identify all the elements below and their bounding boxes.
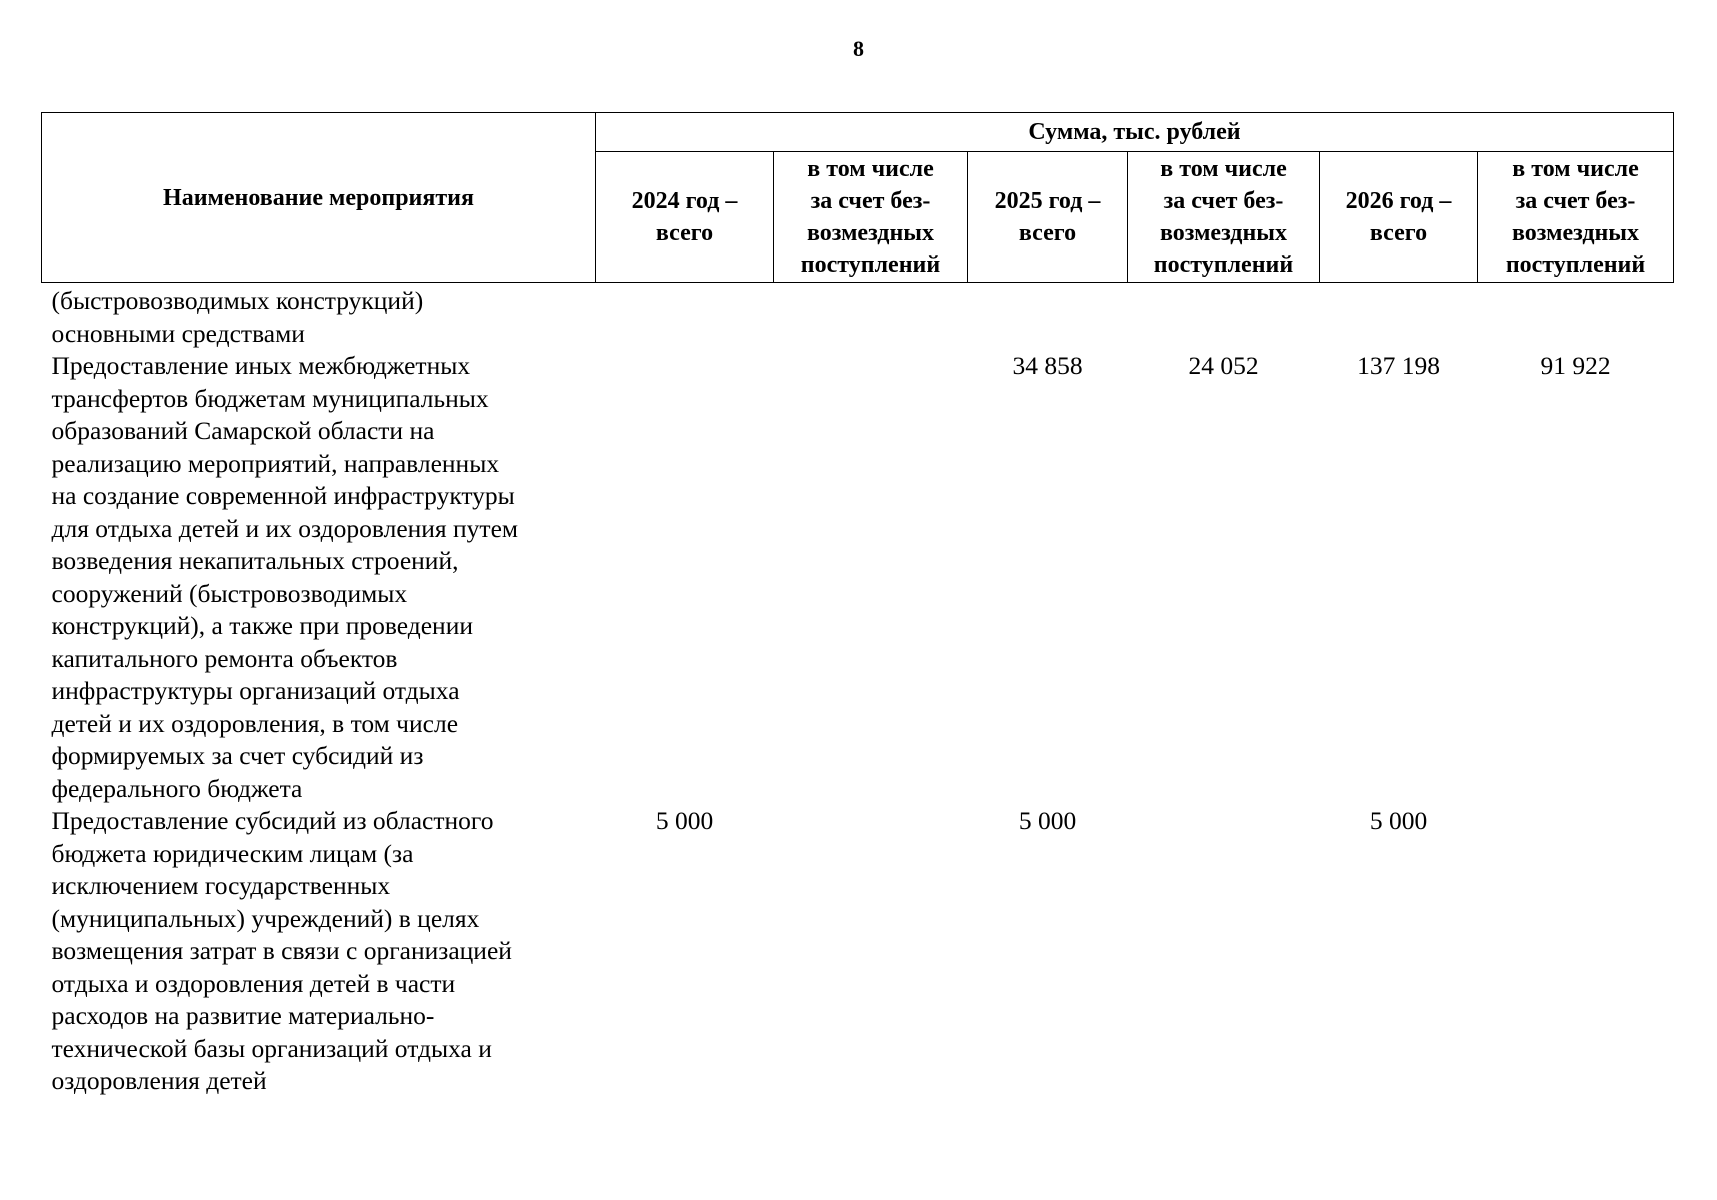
activity-name-line: детей и их оздоровления, в том числе	[51, 708, 459, 738]
value-2024-total: 5 000	[655, 806, 714, 835]
activity-name-line: федерального бюджета	[51, 773, 303, 803]
header-line: 2025 год –	[994, 188, 1101, 214]
value-2026-total: 137 198	[1357, 351, 1440, 380]
header-line: 2026 год –	[1345, 188, 1452, 214]
value-2026-total	[1320, 283, 1478, 351]
activity-name-line: основными средствами	[51, 318, 305, 348]
header-2024-total	[596, 152, 774, 283]
activity-name-line: отдыха и оздоровления детей в части	[51, 968, 456, 998]
activity-name-line: оздоровления детей	[51, 1066, 267, 1095]
table-row	[42, 283, 1674, 351]
value-2026-gratuitous	[1478, 283, 1674, 351]
page-number: 8	[853, 36, 864, 61]
value-2026-gratuitous	[1478, 805, 1674, 1098]
table-row	[42, 805, 1674, 1098]
header-line: в том числе	[1512, 156, 1639, 182]
activity-name-line: возведения некапитальных строений,	[51, 546, 459, 575]
activity-name-line: Предоставление иных межбюджетных	[51, 351, 471, 380]
sum-column-header: Сумма, тыс. рублей	[596, 113, 1674, 152]
value-2024-gratuitous	[774, 805, 968, 1098]
activity-name-line: исключением государственных	[51, 871, 391, 900]
header-2025-gratuitous	[1128, 152, 1320, 283]
header-line: поступлений	[1505, 252, 1646, 278]
value-2025-gratuitous	[1128, 283, 1320, 351]
activity-name-line: капитального ремонта объектов	[51, 643, 398, 673]
header-line: всего	[655, 220, 714, 246]
activity-name-line: бюджета юридическим лицам (за	[51, 838, 414, 868]
header-line: возмездных	[806, 220, 935, 246]
activity-name-cell	[42, 350, 596, 805]
activity-name-line: инфраструктуры организаций отдыха	[51, 676, 460, 705]
header-line: поступлений	[1153, 252, 1294, 278]
value-2025-gratuitous	[1128, 805, 1320, 1098]
value-2024-gratuitous	[774, 350, 968, 805]
activity-name-line: реализацию мероприятий, направленных	[51, 448, 500, 478]
header-line: в том числе	[807, 156, 934, 182]
activity-name-line: Предоставление субсидий из областного	[51, 806, 494, 835]
activity-name-line: образований Самарской области на	[51, 416, 435, 445]
header-line: возмездных	[1159, 220, 1288, 246]
header-line: всего	[1369, 220, 1428, 246]
name-column-header: Наименование мероприятия	[42, 113, 596, 283]
header-2024-gratuitous	[774, 152, 968, 283]
activity-name-line: конструкций), а также при проведении	[51, 611, 473, 640]
value-2025-total: 5 000	[1018, 806, 1077, 835]
activity-name-line: (муниципальных) учреждений) в целях	[51, 903, 480, 933]
activity-name-line: (быстровозводимых конструкций)	[51, 286, 424, 315]
header-line: поступлений	[800, 252, 941, 278]
activity-name-line: на создание современной инфраструктуры	[51, 481, 515, 510]
value-2025-total	[968, 283, 1128, 351]
value-2026-gratuitous: 91 922	[1540, 351, 1611, 380]
value-2026-total: 5 000	[1369, 806, 1428, 835]
activity-name-line: технической базы организаций отдыха и	[51, 1033, 492, 1063]
value-2024-gratuitous	[774, 283, 968, 351]
value-2024-total	[596, 350, 774, 805]
header-2025-total	[968, 152, 1128, 283]
header-line: всего	[1018, 220, 1077, 246]
value-2024-total	[596, 283, 774, 351]
activity-name-line: для отдыха детей и их оздоровления путем	[51, 513, 519, 543]
header-line: за счет без-	[1163, 188, 1284, 214]
value-2025-total: 34 858	[1012, 351, 1083, 380]
header-2026-gratuitous	[1478, 152, 1674, 283]
header-line: за счет без-	[1515, 188, 1636, 214]
activity-name-line: формируемых за счет субсидий из	[51, 741, 424, 770]
header-line: возмездных	[1512, 220, 1640, 246]
activity-name-line: сооружений (быстровозводимых	[51, 578, 408, 608]
header-line: в том числе	[1160, 156, 1287, 182]
value-2025-gratuitous: 24 052	[1188, 351, 1259, 380]
activity-name-line: расходов на развитие материально-	[51, 1001, 435, 1030]
table-row	[42, 350, 1674, 805]
activity-name-cell	[42, 805, 596, 1098]
header-line: за счет без-	[810, 188, 931, 214]
activity-name-line: возмещения затрат в связи с организацией	[51, 936, 512, 965]
activity-name-cell	[42, 283, 596, 351]
budget-table	[41, 112, 1674, 1098]
header-2026-total	[1320, 152, 1478, 283]
activity-name-line: трансфертов бюджетам муниципальных	[51, 383, 489, 413]
header-line: 2024 год –	[631, 188, 738, 214]
